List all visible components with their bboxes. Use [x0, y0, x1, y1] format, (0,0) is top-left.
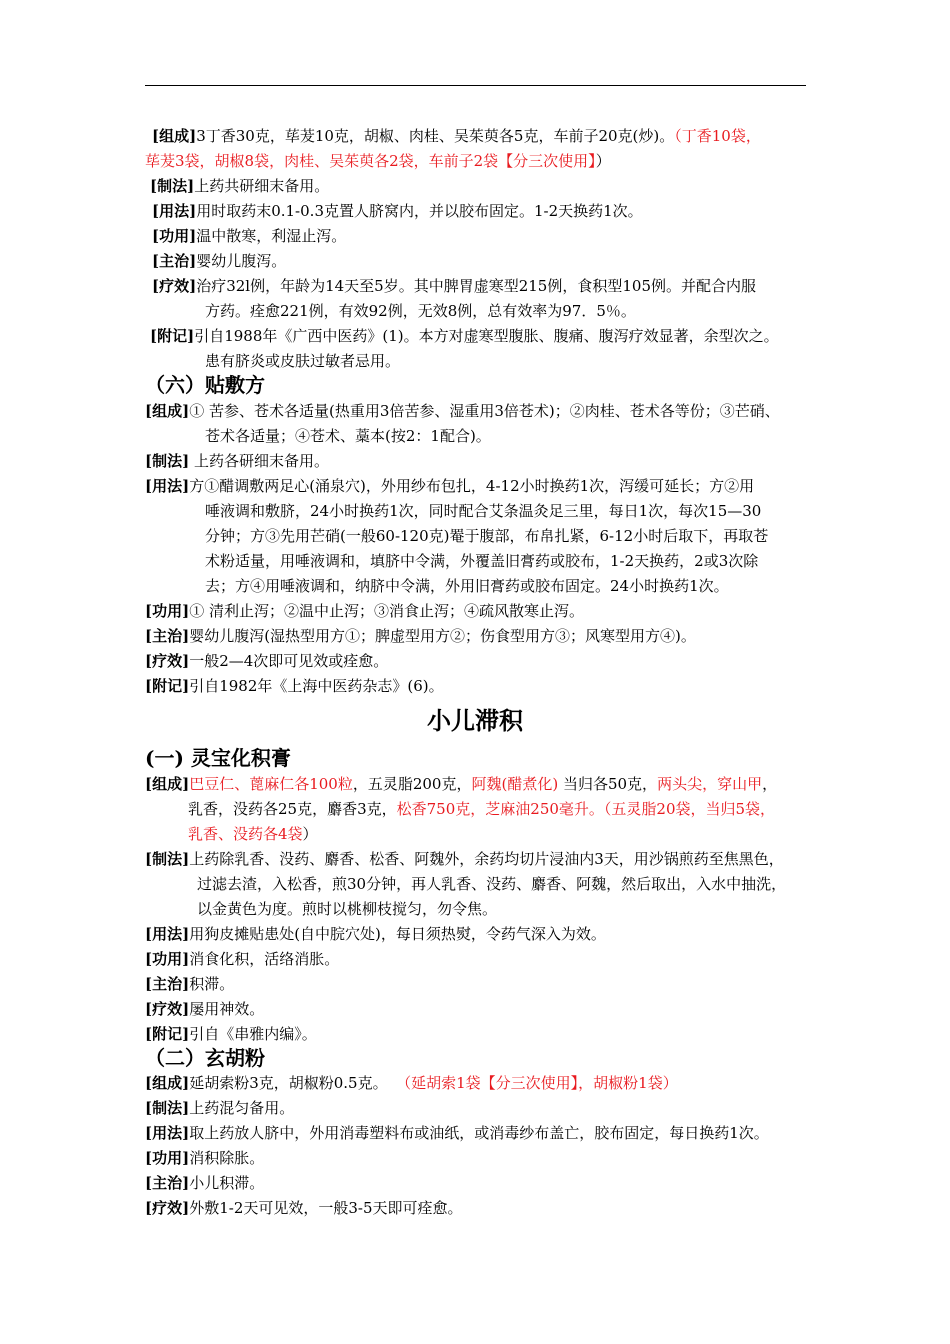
s3-liaoxiao — [145, 999, 264, 1019]
s1-liaoxiao-line1 — [152, 276, 756, 296]
s3-zhifa-line3: 以金黄色为度。煎时以桃柳枝搅匀，勿令焦。 — [197, 900, 498, 918]
s1-fuji-line1 — [150, 326, 779, 346]
s1-liaoxiao-tag: [疗效] — [152, 277, 197, 295]
s4-gongyong — [145, 1148, 264, 1168]
s3-liaoxiao-text: 屡用神效。 — [189, 1000, 265, 1018]
header-rule — [145, 85, 806, 86]
s2-zhifa — [145, 451, 329, 471]
s4-yongfa — [145, 1123, 769, 1143]
s1-fuji-tag: [附记] — [150, 327, 195, 345]
s4-zhuzhi — [145, 1173, 264, 1193]
s1-zucheng-red2: 荜茇3袋，胡椒8袋，肉桂、吴茱萸各2袋，车前子2袋【分三次使用】 — [145, 152, 596, 170]
s3-zucheng-red1: 巴豆仁、蓖麻仁各100粒 — [189, 775, 353, 793]
s3-zhuzhi-tag: [主治] — [145, 975, 190, 993]
s4-zhifa — [145, 1098, 294, 1118]
s3-fuji-tag: [附记] — [145, 1025, 190, 1043]
s3-gongyong-text: 消食化积，活络消胀。 — [189, 950, 340, 968]
s2-liaoxiao-tag: [疗效] — [145, 652, 190, 670]
s2-liaoxiao-text: 一般2—4次即可见效或痊愈。 — [189, 652, 389, 670]
s3-zucheng-b5: ） — [302, 825, 318, 843]
s1-zhuzhi-tag: [主治] — [152, 252, 197, 270]
s4-zucheng — [145, 1073, 678, 1093]
s3-zucheng-b4: 乳香，没药各25克，麝香3克， — [188, 800, 397, 818]
s4-zucheng-tag: [组成] — [145, 1074, 190, 1092]
s4-zhuzhi-text: 小儿积滞。 — [189, 1174, 265, 1192]
s2-zucheng-tag: [组成] — [145, 402, 190, 420]
s2-gongyong — [145, 601, 584, 621]
s1-zhifa-text: 上药共研细末备用。 — [194, 177, 330, 195]
s1-zhuzhi-text: 婴幼儿腹泻。 — [196, 252, 287, 270]
s1-yongfa-text: 用时取药末0.1-0.3克置人脐窝内，并以胶布固定。1-2天换药1次。 — [196, 202, 643, 220]
s3-zucheng-red4: 松香750克，芝麻油250毫升。（五灵脂20袋，当归5袋， — [396, 800, 776, 818]
s1-liaoxiao-line2: 方药。痊愈221例，有效92例，无效8例，总有效率为97．5％。 — [205, 302, 636, 320]
s2-yongfa-line1 — [145, 476, 754, 496]
s1-zucheng-red1: （丁香10袋， — [674, 127, 761, 145]
s3-yongfa-tag: [用法] — [145, 925, 190, 943]
s1-liaoxiao-text1: 治疗32l例，年龄为14天至5岁。其中脾胃虚寒型215例，食积型105例。并配合内服 — [196, 277, 756, 295]
s1-fuji-text1: 引自1988年《广西中医药》(1)。本方对虚寒型腹胀、腹痛、腹泻疗效显著，余型次之。 — [194, 327, 779, 345]
s2-zhuzhi — [145, 626, 696, 646]
s2-heading: （六）贴敷方 — [145, 373, 265, 397]
s4-yongfa-text: 取上药放人脐中，外用消毒塑料布或油纸，或消毒纱布盖亡，胶布固定，每日换药1次。 — [189, 1124, 769, 1142]
s1-zhuzhi — [152, 251, 286, 271]
s1-zucheng-end: ） — [595, 152, 611, 170]
s3-zucheng-red2: 阿魏(醋煮化) — [471, 775, 559, 793]
s1-yongfa — [152, 201, 643, 221]
s3-zhifa-line1 — [145, 849, 784, 869]
s3-zucheng-tag: [组成] — [145, 775, 190, 793]
s3-zucheng-b3: ， — [762, 775, 778, 793]
s3-zucheng-red5: 乳香、没药各4袋 — [188, 825, 303, 843]
s4-zucheng-text: 延胡索粉3克，胡椒粉0.5克。 — [189, 1074, 388, 1092]
s3-zhuzhi-text: 积滞。 — [189, 975, 235, 993]
s3-zucheng-red3: 两头尖，穿山甲 — [657, 775, 763, 793]
s1-gongyong-text: 温中散寒，利湿止泻。 — [196, 227, 347, 245]
s3-fuji-text: 引自《串雅内编》。 — [189, 1025, 317, 1043]
s2-yongfa-line4: 术粉适量，用唾液调和，填脐中令满，外覆盖旧膏药或胶布，1-2天换药，2或3次除 — [205, 552, 759, 570]
s1-zucheng-line1 — [152, 126, 761, 146]
s1-gongyong — [152, 226, 346, 246]
s3-heading: (一) 灵宝化积膏 — [145, 746, 291, 770]
s2-fuji — [145, 676, 444, 696]
s1-zucheng-tag: [组成] — [152, 127, 197, 145]
s4-heading: （二）玄胡粉 — [145, 1046, 265, 1070]
s4-gongyong-text: 消积除胀。 — [189, 1149, 265, 1167]
s3-zucheng-line2 — [188, 799, 775, 819]
s1-zucheng-text: 3丁香30克，荜茇10克，胡椒、肉桂、吴茱萸各5克，车前子20克(炒)。 — [196, 127, 675, 145]
s3-zucheng-b1: ，五灵脂200克， — [352, 775, 472, 793]
s1-zhifa — [150, 176, 329, 196]
s2-zucheng-text1: ① 苦参、苍术各适量(热重用3倍苦参、湿重用3倍苍术)；②肉桂、苍术各等份；③芒硝、 — [189, 402, 780, 420]
s2-zhuzhi-text: 婴幼儿腹泻(湿热型用方①；脾虚型用方②；伤食型用方③；风寒型用方④)。 — [189, 627, 696, 645]
s3-zhifa-tag: [制法] — [145, 850, 190, 868]
s1-zucheng-line2 — [145, 151, 611, 171]
s2-yongfa-line3: 分钟；方③先用芒硝(一般60-120克)罨于腹部，布帛扎紧，6-12小时后取下，再取苍 — [205, 527, 769, 545]
s2-zhifa-text: 上药各研细末备用。 — [189, 452, 329, 470]
s2-zucheng-line1 — [145, 401, 780, 421]
s3-gongyong — [145, 949, 339, 969]
s3-liaoxiao-tag: [疗效] — [145, 1000, 190, 1018]
s4-zucheng-red: （延胡索1袋【分三次使用】，胡椒粉1袋） — [403, 1074, 678, 1092]
s3-zucheng-line3 — [188, 824, 318, 844]
s4-liaoxiao-tag: [疗效] — [145, 1199, 190, 1217]
s2-yongfa-text1: 方①醋调敷两足心(涌泉穴)，外用纱布包扎，4-12小时换药1次，泻缓可延长；方②用 — [189, 477, 755, 495]
s2-zhuzhi-tag: [主治] — [145, 627, 190, 645]
s4-yongfa-tag: [用法] — [145, 1124, 190, 1142]
s4-zhuzhi-tag: [主治] — [145, 1174, 190, 1192]
s4-zhifa-text: 上药混匀备用。 — [189, 1099, 295, 1117]
s3-zucheng-line1 — [145, 774, 777, 794]
s1-yongfa-tag: [用法] — [152, 202, 197, 220]
s2-yongfa-line2: 唾液调和敷脐，24小时换药1次，同时配合艾条温灸足三里，每日1次，每次15—30 — [205, 502, 762, 520]
s1-gongyong-tag: [功用] — [152, 227, 197, 245]
s4-liaoxiao — [145, 1198, 463, 1218]
s3-gongyong-tag: [功用] — [145, 950, 190, 968]
s3-zucheng-b2: 当归各50克， — [558, 775, 658, 793]
s1-zhifa-tag: [制法] — [150, 177, 195, 195]
s2-liaoxiao — [145, 651, 388, 671]
s4-zhifa-tag: [制法] — [145, 1099, 190, 1117]
s2-fuji-text: 引自1982年《上海中医药杂志》(6)。 — [189, 677, 444, 695]
s3-fuji — [145, 1024, 317, 1044]
s2-zucheng-line2: 苍术各适量；④苍术、藁本(按2：1配合)。 — [205, 427, 491, 445]
s2-yongfa-tag: [用法] — [145, 477, 190, 495]
s2-gongyong-tag: [功用] — [145, 602, 190, 620]
s3-zhifa-line2: 过滤去渣，入松香，煎30分钟，再人乳香、没药、麝香、阿魏，然后取出，入水中抽洗， — [197, 875, 787, 893]
s3-zhuzhi — [145, 974, 234, 994]
s3-yongfa — [145, 924, 606, 944]
s4-gongyong-tag: [功用] — [145, 1149, 190, 1167]
s1-fuji-line2: 患有脐炎或皮肤过敏者忌用。 — [205, 352, 401, 370]
page-title: 小儿滞积 — [427, 706, 523, 735]
s2-fuji-tag: [附记] — [145, 677, 190, 695]
s3-zhifa-text1: 上药除乳香、没药、麝香、松香、阿魏外，余药均切片浸油内3天，用沙锅煎药至焦黑色， — [189, 850, 784, 868]
s3-yongfa-text: 用狗皮摊贴患处(自中脘穴处)，每日须热熨，令药气深入为效。 — [189, 925, 606, 943]
s4-liaoxiao-text: 外敷1-2天可见效，一般3-5天即可痊愈。 — [189, 1199, 463, 1217]
s2-gongyong-text: ① 清利止泻；②温中止泻；③消食止泻；④疏风散寒止泻。 — [189, 602, 584, 620]
s2-zhifa-tag: [制法] — [145, 452, 190, 470]
s2-yongfa-line5: 去；方④用唾液调和，纳脐中令满，外用旧膏药或胶布固定。24小时换药1次。 — [205, 577, 729, 595]
